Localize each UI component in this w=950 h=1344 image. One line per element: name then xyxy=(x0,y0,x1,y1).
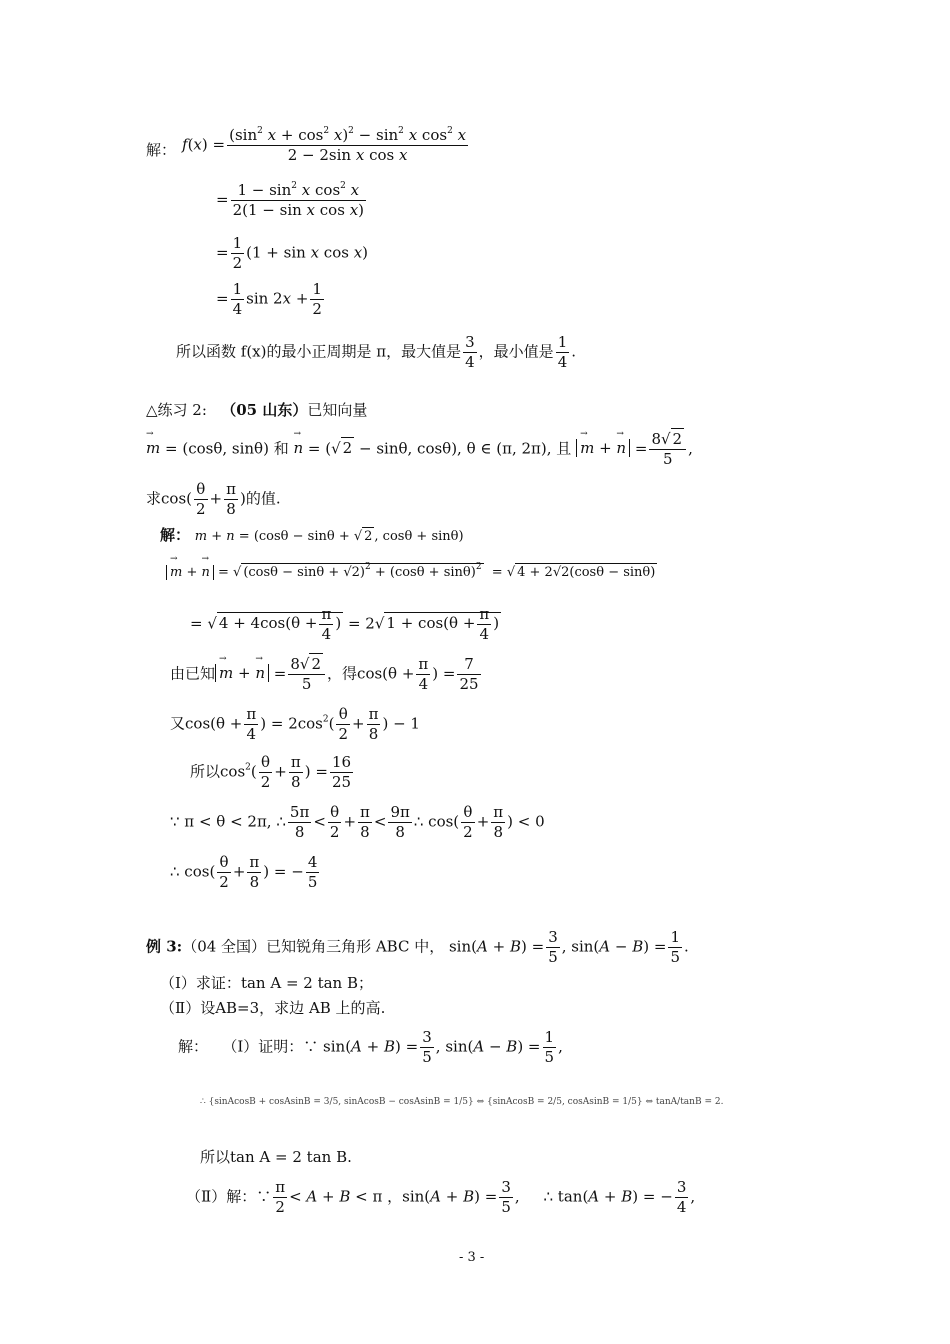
example3-part1: （Ⅰ）求证：tan A = 2 tan B； xyxy=(160,974,374,992)
solution-label: 解： xyxy=(146,141,177,159)
exercise-step-2: → m + → n = √ $(\cos\theta - \sin\theta + √2)^2 + (\cos\theta + \sin\theta)^2$ = √ 4 + 2√2(cosθ − sinθ) xyxy=(166,566,657,579)
exercise-step-8: ∴ cos( $\frac{\theta}{2}$ + $\frac{\pi}{8}$ ) = − $\frac{4}{5}$ xyxy=(170,853,318,891)
equation-line-2: = $\frac{1 - \sin^2 x \cos^2 x}{\text{2(1 − sin x cos x)}}$ xyxy=(216,181,365,219)
example3-part2: （Ⅱ）设AB=3，求边 AB 上的高. xyxy=(160,999,386,1017)
example3-therefore: 所以tan A = 2 tan B. xyxy=(200,1148,352,1166)
page-number: - 3 - xyxy=(459,1250,485,1265)
equation-line-1: f(x) = $\frac{(\sin^2 x + \cos^2 x)^2 - \sin^2 x \cos^2 x}{\text{2 − 2sin x cos x}}$ xyxy=(182,126,467,164)
example3-title: 例 3:（04 全国）已知锐角三角形 ABC 中， sin(A + B) = $\frac{3}{5}$ , sin(A − B) = $\frac{1}{5}$ . xyxy=(146,928,689,966)
exercise-step-6: 所以$\cos^2$( $\frac{\theta}{2}$ + $\frac{\pi}{8}$ ) = $\frac{16}{25}$ xyxy=(190,753,352,791)
example3-small-system: ∴ {sinAcosB + cosAsinB = 3/5, sinAcosB − cosAsinB = 1/5} ⇔ {sinAcosB = 2/5, cosAsinB = 1/5} ⇔ tanA/tanB = 2. xyxy=(200,1097,724,1107)
min-value-fraction: $\frac{1}{4}$ xyxy=(557,333,568,371)
solution-conclusion: 所以函数 f(x)的最小正周期是 π，最大值是 $\frac{3}{4}$ ，最小值是 $\frac{1}{4}$ . xyxy=(176,333,577,371)
exercise-step-5: 又cos(θ + $\frac{\pi}{4}$ ) = $2\cos^2$( $\frac{\theta}{2}$ + $\frac{\pi}{8}$ ) − 1 xyxy=(170,705,420,743)
exercise-step-4: 由已知→ m + → n = $\frac{8√ 2}{5}$ ，得cos(θ + $\frac{\pi}{4}$ ) = $\frac{7}{25}$ xyxy=(170,655,483,694)
equation-line-3: = $\frac{1}{2}$ (1 + sin x cos x) xyxy=(216,234,369,272)
exercise-condition: → m = (cosθ, sinθ) 和 → n = (√ 2 − sinθ, cosθ), θ ∈ (π, 2π), 且 → m + → n = $\frac{8√ 2}{5}$ , xyxy=(146,430,693,469)
exercise-title: △练习 2: （05 山东）已知向量 xyxy=(146,401,368,419)
exercise-step-7: ∵ π < θ < 2π, ∴ $\frac{5\pi}{8}$ < $\frac{\theta}{2}$ + $\frac{\pi}{8}$ < $\frac{9\pi}{8}$ ∴ cos( $\frac{\theta}{2}$ + $\frac{\pi}{8}$ ) < 0 xyxy=(170,803,545,841)
example3-part2-solution: （Ⅱ）解：∵ $\frac{\pi}{2}$ < A + B < π ，sin(A + B) = $\frac{3}{5}$ , ∴ tan(A + B) = − $\frac{3}{4}$ , xyxy=(186,1178,696,1216)
exercise-question: 求cos( $\frac{\theta}{2}$ + $\frac{\pi}{8}$ )的值. xyxy=(146,480,281,518)
example3-proof: 解： （Ⅰ）证明：∵ sin(A + B) = $\frac{3}{5}$ , sin(A − B) = $\frac{1}{5}$ , xyxy=(178,1028,563,1066)
max-value-fraction: $\frac{3}{4}$ xyxy=(465,333,475,371)
exercise-step-3: = √ 4 + 4cos(θ + $\frac{\pi}{4}$ ) = 2√ 1 + cos(θ + $\frac{\pi}{4}$ ) xyxy=(190,605,500,643)
exercise-solution-label: 解： m + n = (cosθ − sinθ + √ 2 , cosθ + sinθ) xyxy=(160,526,464,544)
equation-line-4: = $\frac{1}{4}$ sin 2x + $\frac{1}{2}$ xyxy=(216,280,322,318)
